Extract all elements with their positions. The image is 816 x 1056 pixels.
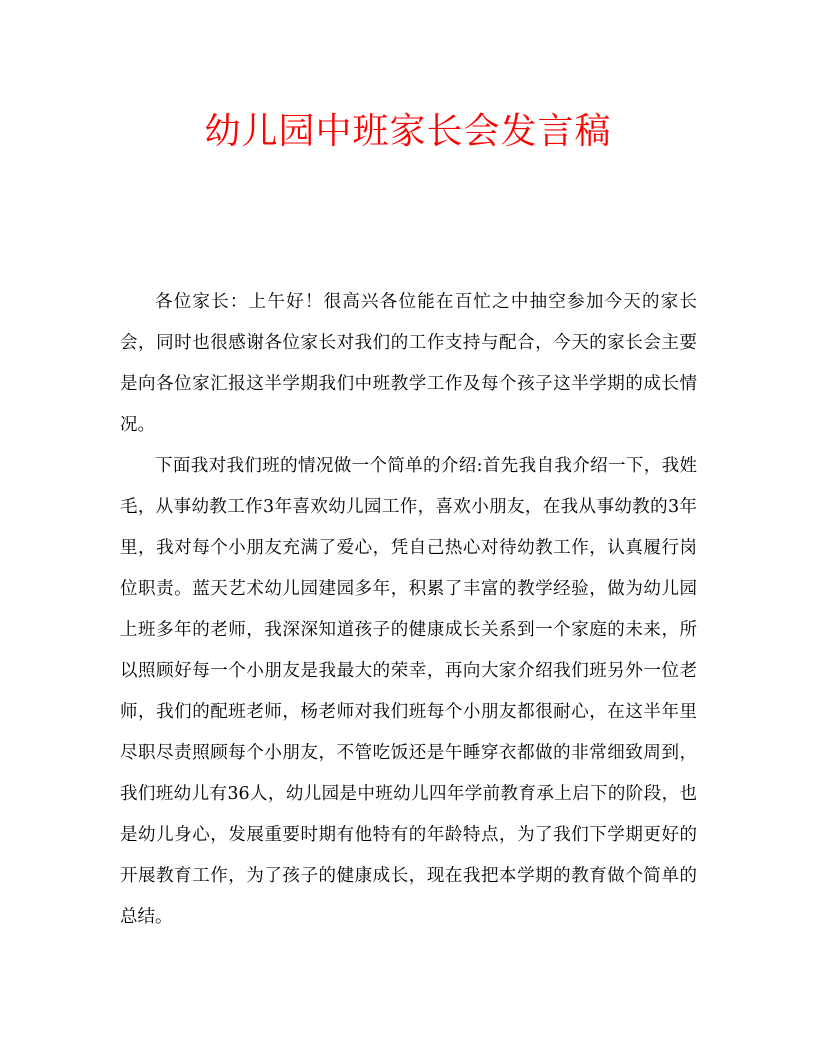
document-body bbox=[120, 282, 697, 938]
paragraph-greeting: 各位家长：上午好！很高兴各位能在百忙之中抽空参加今天的家长会，同时也很感谢各位家长对我们的工作支持与配合，今天的家长会主要是向各位家汇报这半学期我们中班教学工作及每个孩子这半学期的成长情况。 bbox=[120, 292, 697, 435]
document-title: 幼儿园中班家长会发言稿 bbox=[204, 111, 612, 152]
paragraph-introduction: 下面我对我们班的情况做一个简单的介绍:首先我自我介绍一下，我姓毛，从事幼教工作3年喜欢幼儿园工作，喜欢小朋友，在我从事幼教的3年里，我对每个小朋友充满了爱心，凭自己热心对待幼教工作，认真履行岗位职责。蓝天艺术幼儿园建园多年，积累了丰富的教学经验，做为幼儿园上班多年的老师，我深深知道孩子的健康成长关系到一个家庭的未来，所以照顾好每一个小朋友是我最大的荣幸，再向大家介绍我们班另外一位老师，我们的配班老师，杨老师对我们班每个小朋友都很耐心，在这半年里尽职尽责照顾每个小朋友，不管吃饭还是午睡穿衣都做的非常细致周到，我们班幼儿有36人，幼儿园是中班幼儿四年学前教育承上启下的阶段，也是幼儿身心，发展重要时期有他特有的年龄特点，为了我们下学期更好的开展教育工作，为了孩子的健康成长，现在我把本学期的教育做个简单的总结。 bbox=[120, 456, 697, 927]
